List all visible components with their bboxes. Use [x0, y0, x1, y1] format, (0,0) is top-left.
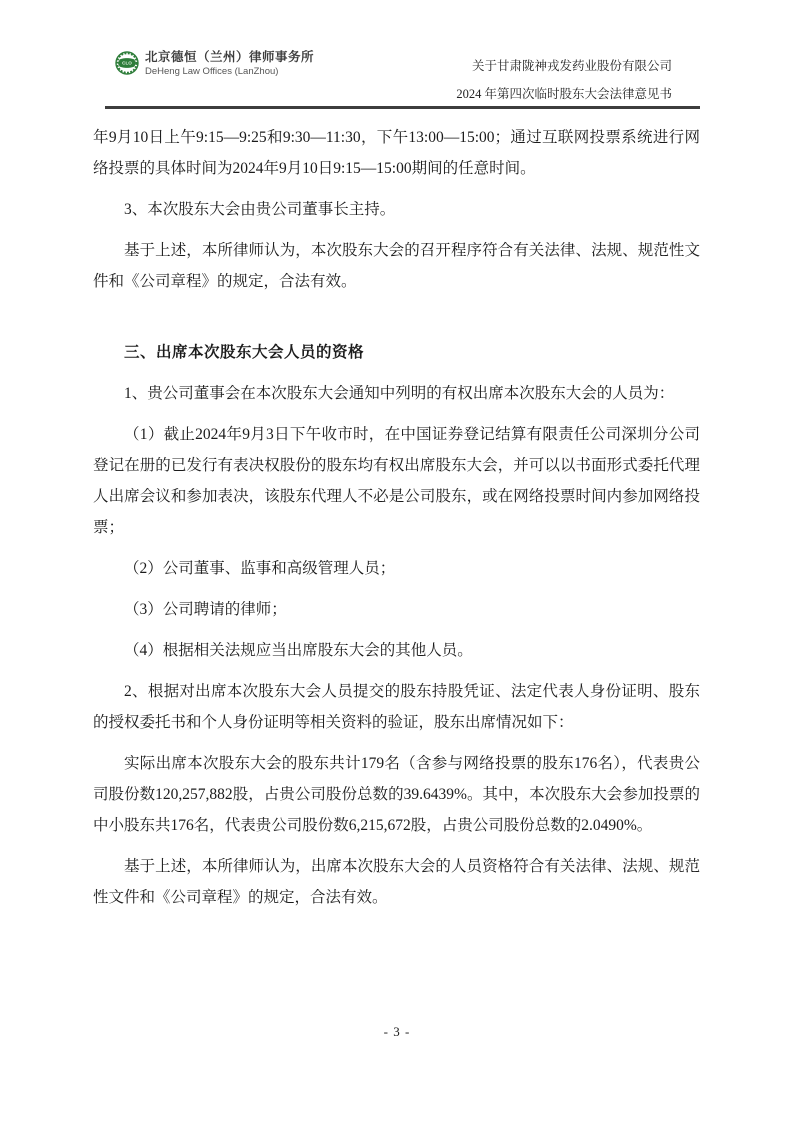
- firm-name-english: DeHeng Law Offices (LanZhou): [145, 66, 279, 77]
- firm-name-chinese: 北京德恒（兰州）律师事务所: [145, 50, 315, 64]
- paragraph: 基于上述，本所律师认为，出席本次股东大会的人员资格符合有关法律、法规、规范性文件和《公司章程》的规定，合法有效。: [93, 858, 700, 906]
- paragraph: 3、本次股东大会由贵公司董事长主持。: [124, 201, 396, 218]
- paragraph: （4）根据相关法规应当出席股东大会的其他人员。: [124, 642, 473, 659]
- paragraph: 基于上述，本所律师认为，本次股东大会的召开程序符合有关法律、法规、规范性文件和《公司章程》的规定，合法有效。: [93, 242, 700, 290]
- paragraph: 年9月10日上午9:15—9:25和9:30—11:30，下午13:00—15:00；通过互联网投票系统进行网络投票的具体时间为2024年9月10日9:15—15:00期间的任意时间。: [93, 129, 700, 177]
- law-firm-logo: [115, 50, 314, 78]
- doc-title-meeting: 2024 年第四次临时股东大会法律意见书: [456, 87, 672, 101]
- doc-title-company: 关于甘肃陇神戎发药业股份有限公司: [471, 59, 672, 73]
- paragraph: （3）公司聘请的律师；: [124, 601, 287, 618]
- header-document-titles: [456, 59, 672, 102]
- header-divider: [105, 106, 700, 109]
- section-heading: 三、出席本次股东大会人员的资格: [124, 344, 365, 361]
- document-body: [93, 122, 700, 923]
- paragraph: 1、贵公司董事会在本次股东大会通知中列明的有权出席本次股东大会的人员为：: [124, 385, 675, 402]
- deheng-seal-icon: [115, 51, 139, 75]
- paragraph: （2）公司董事、监事和高级管理人员；: [124, 560, 396, 577]
- svg-text:CLO: CLO: [122, 60, 132, 66]
- paragraph: 2、根据对出席本次股东大会人员提交的股东持股凭证、法定代表人身份证明、股东的授权委托书和个人身份证明等相关资料的验证，股东出席情况如下：: [93, 683, 700, 731]
- page-number: - 3 -: [383, 1024, 411, 1039]
- document-header: [0, 0, 794, 112]
- paragraph: （1）截止2024年9月3日下午收市时，在中国证券登记结算有限责任公司深圳分公司登记在册的已发行有表决权股份的股东均有权出席股东大会，并可以以书面形式委托代理人出席会议和参加表决，该股东代理人不必是公司股东，或在网络投票时间内参加网络投票；: [93, 426, 700, 536]
- page-footer: [0, 1024, 794, 1040]
- firm-names: [145, 50, 314, 78]
- paragraph: 实际出席本次股东大会的股东共计179名（含参与网络投票的股东176名），代表贵公司股份数120,257,882股，占贵公司股份总数的39.6439%。其中，本次股东大会参加投票的中小股东共176名，代表贵公司股份数6,215,672股，占贵公司股份总数的2.0490%。: [93, 755, 700, 834]
